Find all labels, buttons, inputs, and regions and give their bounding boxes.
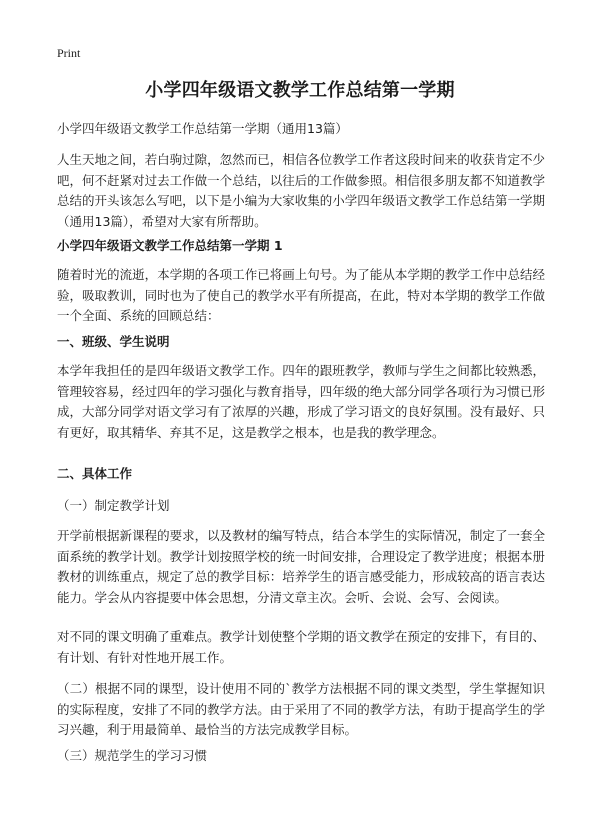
sub-1-paragraph-1: 开学前根据新课程的要求，以及教材的编写特点，结合本学生的实际情况，制定了一套全面系统的教学计划。教学计划按照学校的统一时间安排，合理设定了教学进度；根据本册教材的训练重点，规定了总的教学目标：培养学生的语言感受能力，形成较高的语言表达能力。学会从内容提要中体会思想，分清文章主次。会听、会说、会写、会阅读。 <box>57 528 545 605</box>
part-1-heading: 一、班级、学生说明 <box>57 334 170 349</box>
section-heading-1: 小学四年级语文教学工作总结第一学期 1 <box>57 238 283 253</box>
part-1-paragraph: 本学年我担任的是四年级语文教学工作。四年的跟班教学，教师与学生之间都比较熟悉，管理较容易，经过四年的学习强化与教育指导，四年级的绝大部分同学各项行为习惯已形成，大部分同学对语文学习有了浓厚的兴趣，形成了学习语文的良好氛围。没有最好、只有更好，取其精华、弃其不足，这是教学之根本，也是我的教学理念。 <box>57 363 545 440</box>
part-2-heading: 二、具体工作 <box>57 466 133 481</box>
page-title: 小学四年级语文教学工作总结第一学期 <box>145 80 455 101</box>
intro-paragraph: 人生天地之间，若白驹过隙，忽然而已，相信各位教学工作者这段时间来的收获肯定不少吧，何不赶紧对过去工作做一个总结，以往后的工作做参照。相信很多朋友都不知道教学总结的开头该怎么写吧，以下是小编为大家收集的小学四年级语文教学工作总结第一学期（通用13篇），希望对大家有所帮助。 <box>57 152 545 229</box>
print-link[interactable]: Print <box>57 46 81 60</box>
article-subtitle: 小学四年级语文教学工作总结第一学期（通用13篇） <box>57 121 348 136</box>
section-1-paragraph: 随着时光的流逝，本学期的各项工作已将画上句号。为了能从本学期的教学工作中总结经验，吸取教训，同时也为了使自己的教学水平有所提高，在此，特对本学期的教学工作做一个全面、系统的回顾总结： <box>57 267 545 323</box>
sub-3-heading: （三）规范学生的学习习惯 <box>57 748 208 763</box>
sub-2-paragraph: （二）根据不同的课型，设计使用不同的`教学方法根据不同的课文类型，学生掌握知识的实际程度，安排了不同的教学方法。由于采用了不同的教学方法，有助于提高学生的学习兴趣，利于用最简单、最恰当的方法完成教学目标。 <box>57 681 545 737</box>
sub-1-heading: （一）制定教学计划 <box>57 498 170 513</box>
sub-1-paragraph-2: 对不同的课文明确了重难点。教学计划使整个学期的语文教学在预定的安排下，有目的、有计划、有针对性地开展工作。 <box>57 629 545 665</box>
